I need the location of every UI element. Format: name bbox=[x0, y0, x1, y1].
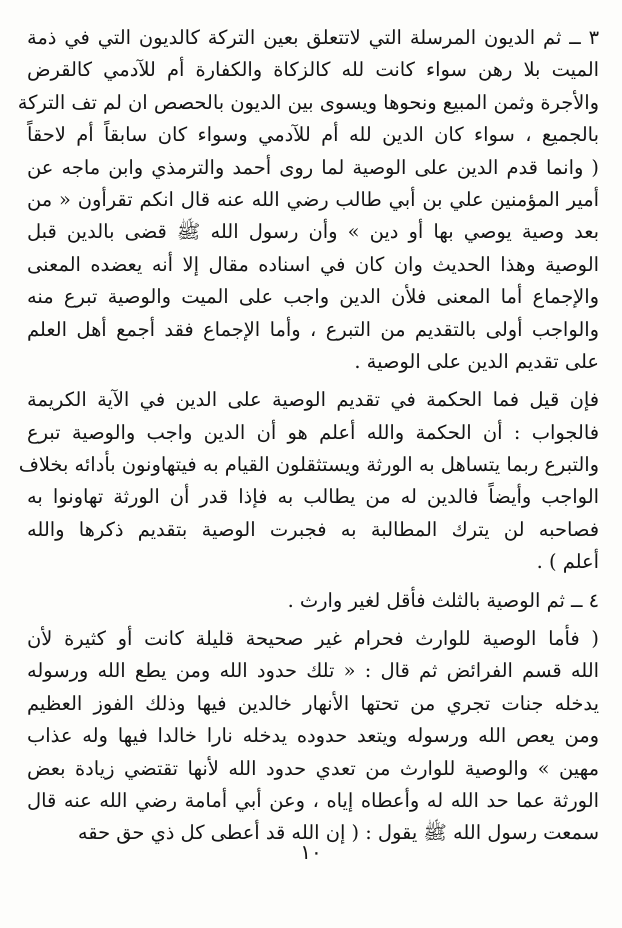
text-line: ( فأما الوصية للوارث فحرام غير صحيحة قليلة كانت أو كثيرة لأن bbox=[27, 627, 599, 651]
paragraph-item-4 bbox=[27, 585, 599, 617]
text-line: بعد وصية يوصي بها أو دين » وأن رسول الله ﷺ قضى بالدين قبل bbox=[27, 220, 599, 244]
text-line: ( وانما قدم الدين على الوصية لما روى أحمد والترمذي وابن ماجه عن bbox=[27, 155, 599, 179]
text-line: فالجواب : أن الحكمة والله أعلم هو أن الدين واجب والوصية تبرع bbox=[27, 420, 599, 444]
text-line: الواجب وأيضاً فالدين له من يطالب به فإذا قدر أن الورثة تهاونوا به bbox=[27, 485, 599, 509]
text-line: على تقديم الدين على الوصية . bbox=[354, 349, 599, 373]
text-line: سمعت رسول الله ﷺ يقول : ( إن الله قد أعطى كل ذي حق حقه bbox=[77, 821, 599, 845]
text-line: ٣ ــ ثم الديون المرسلة التي لاتتعلق بعين التركة كالديون التي في ذمة bbox=[27, 26, 599, 49]
text-line: الله قسم الفرائض ثم قال : « تلك حدود الله ومن يطع الله ورسوله bbox=[27, 659, 599, 683]
text-line: والإجماع أما المعنى فلأن الدين واجب على الميت والوصية تبرع منه bbox=[27, 285, 599, 309]
paragraph-item-3 bbox=[17, 22, 599, 378]
text-line: والواجب أولى بالتقديم من التبرع ، وأما الإجماع فقد أجمع أهل العلم bbox=[27, 317, 599, 341]
text-line: يدخله جنات تجري من تحتها الأنهار خالدين فيها وذلك الفوز العظيم bbox=[27, 691, 599, 715]
page-body-text bbox=[17, 22, 599, 850]
text-line: الورثة عما حد الله له وأعطاه إياه ، وعن أبي أمامة رضي الله عنه قال bbox=[27, 788, 599, 812]
text-line: فإن قيل فما الحكمة في تقديم الوصية على الدين في الآية الكريمة bbox=[27, 388, 599, 412]
text-line: والأجرة وثمن المبيع ونحوها ويسوى بين الديون بالحصص ان لم تف التركة bbox=[17, 90, 599, 114]
paragraph-wisdom bbox=[18, 384, 599, 578]
text-line: الوصية وهذا الحديث وان كان في اسناده مقال إلا أنه يعضده المعنى bbox=[27, 252, 599, 276]
text-line: أعلم ) . bbox=[536, 550, 599, 574]
text-line: الميت بلا رهن سواء كانت لله كالزكاة والكفارة أم للآدمي كالقرض bbox=[27, 58, 599, 82]
text-line: ٤ ــ ثم الوصية بالثلث فأقل لغير وارث . bbox=[287, 588, 599, 612]
text-line: بالجميع ، سواء كان الدين لله أم للآدمي وسواء كان سابقاً أم لاحقاً bbox=[27, 123, 599, 147]
text-line: والتبرع ربما يتساهل به الورثة ويستثقلون القيام به فيتهاونون بأدائه بخلاف bbox=[18, 453, 599, 477]
text-line: مهين » والوصية للوارث من تعدي حدود الله لأنها تقتضي زيادة بعض bbox=[27, 756, 599, 780]
text-line: أمير المؤمنين علي بن أبي طالب رضي الله عنه قال انكم تقرأون « من bbox=[27, 187, 599, 211]
paragraph-heir-bequest bbox=[27, 623, 599, 850]
text-line: فصاحبه لن يترك المطالبة به فجبرت الوصية بتقديم ذكرها والله bbox=[27, 517, 599, 541]
page-number: ١٠ bbox=[300, 840, 322, 864]
text-line: ومن يعص الله ورسوله ويتعد حدوده يدخله نارا خالدا فيها وله عذاب bbox=[27, 724, 599, 748]
